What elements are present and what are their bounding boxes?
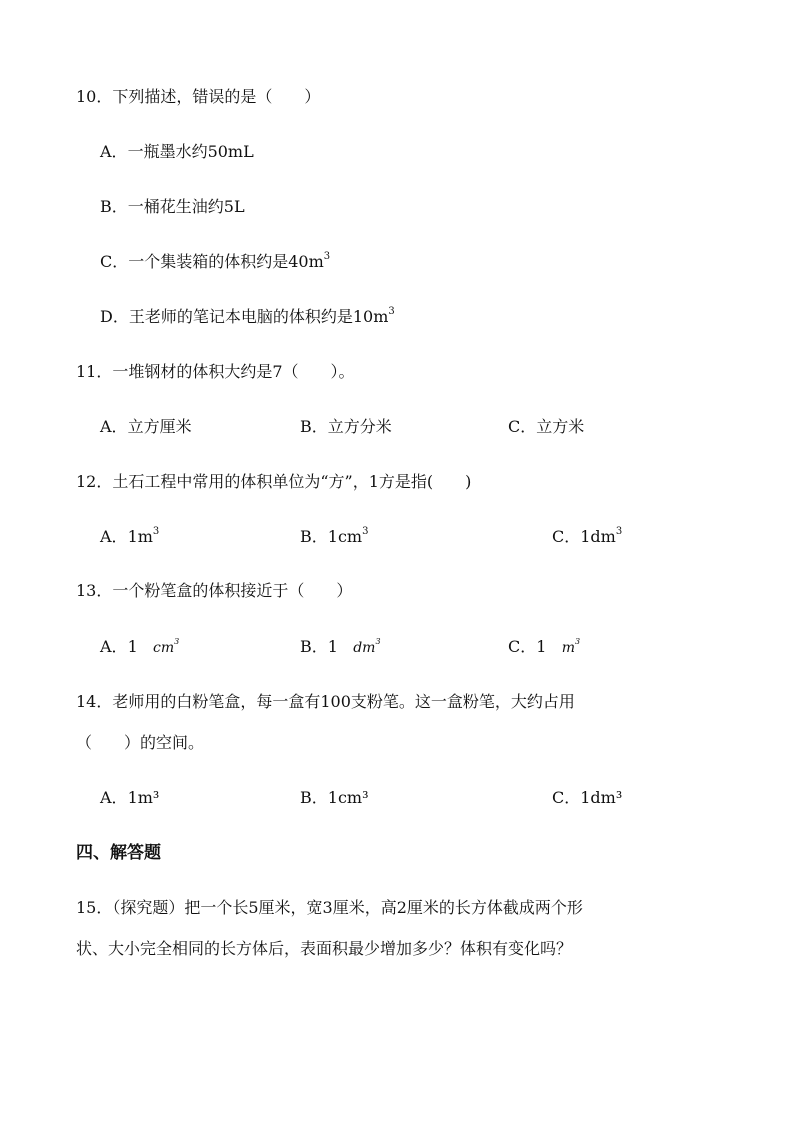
option-number: 1	[127, 637, 138, 656]
option-label: C．	[508, 637, 537, 656]
superscript: 3	[388, 305, 395, 317]
question-14-stem-line-2: （ ）的空间。	[76, 733, 205, 752]
question-10-option-b	[100, 197, 245, 217]
question-11-option-a	[100, 417, 192, 437]
option-label: B．	[100, 197, 128, 216]
question-13-stem: 13．一个粉笔盒的体积接近于（ ）	[76, 581, 353, 600]
option-label: B．	[300, 788, 328, 807]
option-label: C．	[508, 417, 537, 436]
superscript: 3	[323, 250, 331, 262]
option-text: 1m	[127, 527, 153, 546]
option-number: 1	[327, 637, 338, 656]
question-13-option-a	[100, 637, 179, 658]
question-10-option-c	[100, 252, 330, 272]
question-10-option-a	[100, 142, 254, 162]
question-14-option-c	[552, 788, 622, 808]
question-12-stem: 12．土石工程中常用的体积单位为“方”，1方是指( )	[76, 472, 472, 491]
option-label: A．	[100, 142, 128, 161]
option-text: 立方分米	[327, 417, 392, 436]
section-heading: 四、解答题	[76, 843, 161, 863]
option-text: 1m³	[127, 788, 160, 807]
unit-base: dm	[353, 640, 376, 656]
question-15-line-2: 状、大小完全相同的长方体后，表面积最少增加多少？体积有变化吗？	[76, 939, 573, 958]
question-14-option-b	[300, 788, 369, 808]
question-14-stem-line-1: 14．老师用的白粉笔盒，每一盒有100支粉笔。这一盒粉笔，大约占用	[76, 692, 575, 711]
option-text: 1cm³	[327, 788, 369, 807]
superscript: 3	[574, 637, 581, 647]
option-text: 立方米	[536, 417, 585, 436]
superscript: 3	[152, 525, 160, 537]
superscript: 3	[375, 637, 381, 647]
superscript: 3	[615, 525, 623, 537]
option-label: A．	[100, 637, 128, 656]
unit-text	[153, 637, 180, 656]
option-label: A．	[100, 417, 128, 436]
option-number: 1	[536, 637, 547, 656]
option-label: A．	[100, 788, 128, 807]
question-10-stem: 10．下列描述，错误的是（ ）	[76, 87, 321, 106]
option-text: 1dm³	[580, 788, 623, 807]
unit-text	[561, 637, 581, 656]
option-label: B．	[300, 417, 328, 436]
option-text: 立方厘米	[127, 417, 192, 436]
option-text: 一桶花生油约5L	[127, 197, 245, 216]
option-label: A．	[100, 527, 128, 546]
question-11-option-b	[300, 417, 392, 437]
unit-base: cm	[153, 640, 175, 656]
option-text: 1dm	[580, 527, 616, 546]
question-13-option-c	[508, 637, 580, 658]
option-label: C．	[552, 527, 581, 546]
option-text: 1cm	[327, 527, 363, 546]
question-14-option-a	[100, 788, 159, 808]
question-11-option-c	[508, 417, 584, 437]
question-12-option-c	[552, 527, 622, 547]
option-label: B．	[300, 637, 328, 656]
question-12-option-b	[300, 527, 368, 547]
question-10-option-d	[100, 307, 395, 327]
question-15-line-1: 15．（探究题）把一个长5厘米，宽3厘米，高2厘米的长方体截成两个形	[76, 898, 583, 917]
option-label: B．	[300, 527, 328, 546]
option-text: 一个集装箱的体积约是40m	[128, 252, 324, 271]
option-text: 王老师的笔记本电脑的体积约是10m	[128, 307, 389, 326]
question-12-option-a	[100, 527, 159, 547]
question-11-stem: 11．一堆钢材的体积大约是7（ ）。	[76, 362, 355, 381]
question-13-option-b	[300, 637, 381, 658]
unit-base: m	[561, 640, 575, 656]
option-label: D．	[100, 307, 129, 326]
option-text: 一瓶墨水约50mL	[127, 142, 254, 161]
superscript: 3	[362, 525, 369, 537]
option-label: C．	[552, 788, 581, 807]
unit-text	[353, 637, 381, 656]
option-label: C．	[100, 252, 129, 271]
superscript: 3	[174, 637, 180, 647]
